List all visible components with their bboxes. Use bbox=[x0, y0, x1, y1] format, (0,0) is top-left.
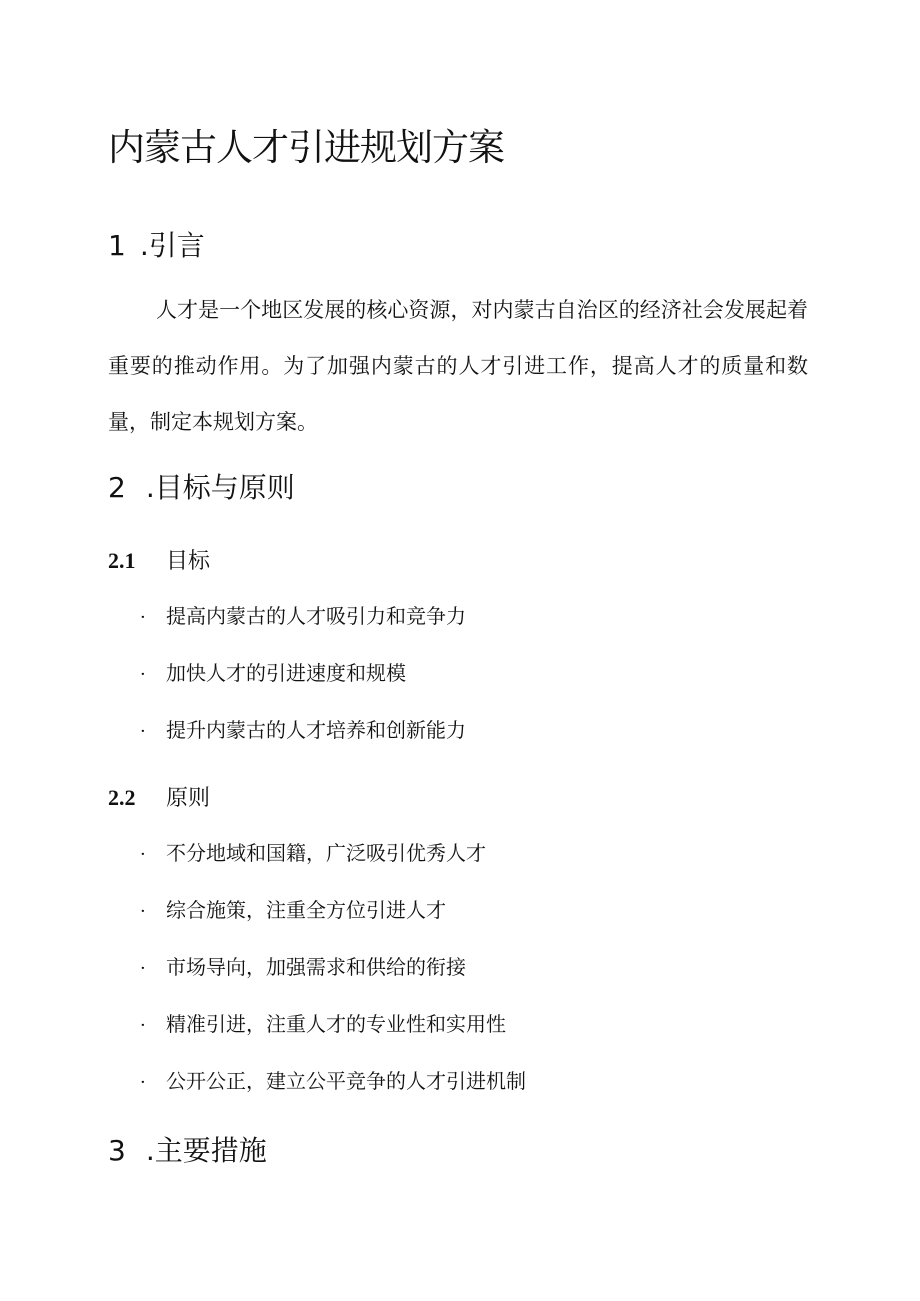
list-item: · 公开公正，建立公平竞争的人才引进机制 bbox=[140, 1065, 526, 1122]
intro-paragraph: 人才是一个地区发展的核心资源，对内蒙古自治区的经济社会发展起着重要的推动作用。为了加强内蒙古的人才引进工作，提高人才的质量和数量，制定本规划方案。 bbox=[108, 298, 808, 434]
list-item: · 不分地域和国籍，广泛吸引优秀人才 bbox=[140, 837, 526, 894]
section-separator: . bbox=[145, 471, 155, 504]
document-title: 内蒙古人才引进规划方案 bbox=[108, 126, 504, 169]
bullet-icon: · bbox=[140, 1015, 146, 1036]
section-number: 3 bbox=[108, 1134, 126, 1167]
subsection-number: 2.1 bbox=[108, 548, 136, 573]
section-title: 主要措施 bbox=[154, 1134, 267, 1167]
section-title: 目标与原则 bbox=[154, 471, 295, 504]
subsection-heading-2-1 bbox=[108, 545, 210, 578]
section-separator: . bbox=[145, 1134, 155, 1167]
bullet-icon: · bbox=[140, 958, 146, 979]
subsection-title: 原则 bbox=[166, 786, 211, 811]
section-title: 引言 bbox=[148, 229, 205, 262]
bullet-icon: · bbox=[140, 664, 146, 685]
subsection-heading-2-2 bbox=[108, 782, 210, 815]
list-item: · 提高内蒙古的人才吸引力和竞争力 bbox=[140, 600, 466, 657]
section-heading-3 bbox=[108, 1131, 267, 1171]
section-heading-2 bbox=[108, 468, 295, 508]
section-heading-1 bbox=[108, 226, 205, 266]
list-item: · 提升内蒙古的人才培养和创新能力 bbox=[140, 714, 466, 771]
section-separator: . bbox=[139, 229, 149, 262]
bullet-icon: · bbox=[140, 1072, 146, 1093]
list-item: · 精准引进，注重人才的专业性和实用性 bbox=[140, 1008, 526, 1065]
principles-list bbox=[140, 837, 526, 1122]
list-item: · 加快人才的引进速度和规模 bbox=[140, 657, 466, 714]
bullet-icon: · bbox=[140, 901, 146, 922]
section-number: 1 bbox=[108, 229, 126, 262]
section-number: 2 bbox=[108, 471, 126, 504]
bullet-icon: · bbox=[140, 844, 146, 865]
bullet-icon: · bbox=[140, 607, 146, 628]
list-item: · 市场导向，加强需求和供给的衔接 bbox=[140, 951, 526, 1008]
bullet-icon: · bbox=[140, 721, 146, 742]
subsection-number: 2.2 bbox=[108, 785, 136, 810]
goals-list bbox=[140, 600, 466, 771]
subsection-title: 目标 bbox=[166, 549, 211, 574]
list-item: · 综合施策，注重全方位引进人才 bbox=[140, 894, 526, 951]
